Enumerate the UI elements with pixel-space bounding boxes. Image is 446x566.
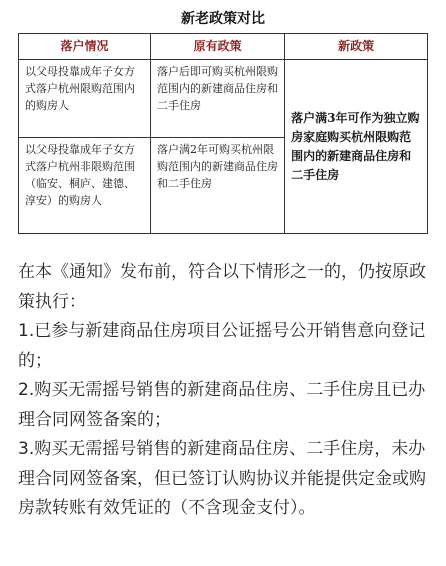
table-header-row [19,34,428,60]
old-policy-cell: 落户满2年可购买杭州限购范围内的新建商品住房和二手住房 [151,138,285,234]
header-new-policy: 新政策 [285,34,428,60]
table-row [19,60,428,138]
article-item: 2.购买无需摇号销售的新建商品住房、二手住房且已办理合同网签备案的； [18,380,426,430]
article-intro: 在本《通知》发布前，符合以下情形之一的，仍按原政策执行： [18,262,426,312]
new-policy-cell: 落户满3年可作为独立购房家庭购买杭州限购范围内的新建商品住房和二手住房 [285,60,428,234]
header-old-policy: 原有政策 [151,34,285,60]
article-item: 3.购买无需摇号销售的新建商品住房、二手住房，未办理合同网签备案，但已签订认购协议并能提供定金或购房款转账有效凭证的（不含现金支付）。 [18,439,426,518]
article-body [18,258,432,524]
article-item: 1.已参与新建商品住房项目公证摇号公开销售意向登记的； [18,321,426,371]
situation-cell: 以父母投靠成年子女方式落户杭州非限购范围（临安、桐庐、建德、淳安）的购房人 [19,138,151,234]
situation-cell: 以父母投靠成年子女方式落户杭州限购范围内的购房人 [19,60,151,138]
table-title: 新老政策对比 [181,11,265,27]
header-situation: 落户情况 [19,34,151,60]
old-policy-cell: 落户后即可购买杭州限购范围内的新建商品住房和二手住房 [151,60,285,138]
policy-comparison-table [18,33,428,234]
